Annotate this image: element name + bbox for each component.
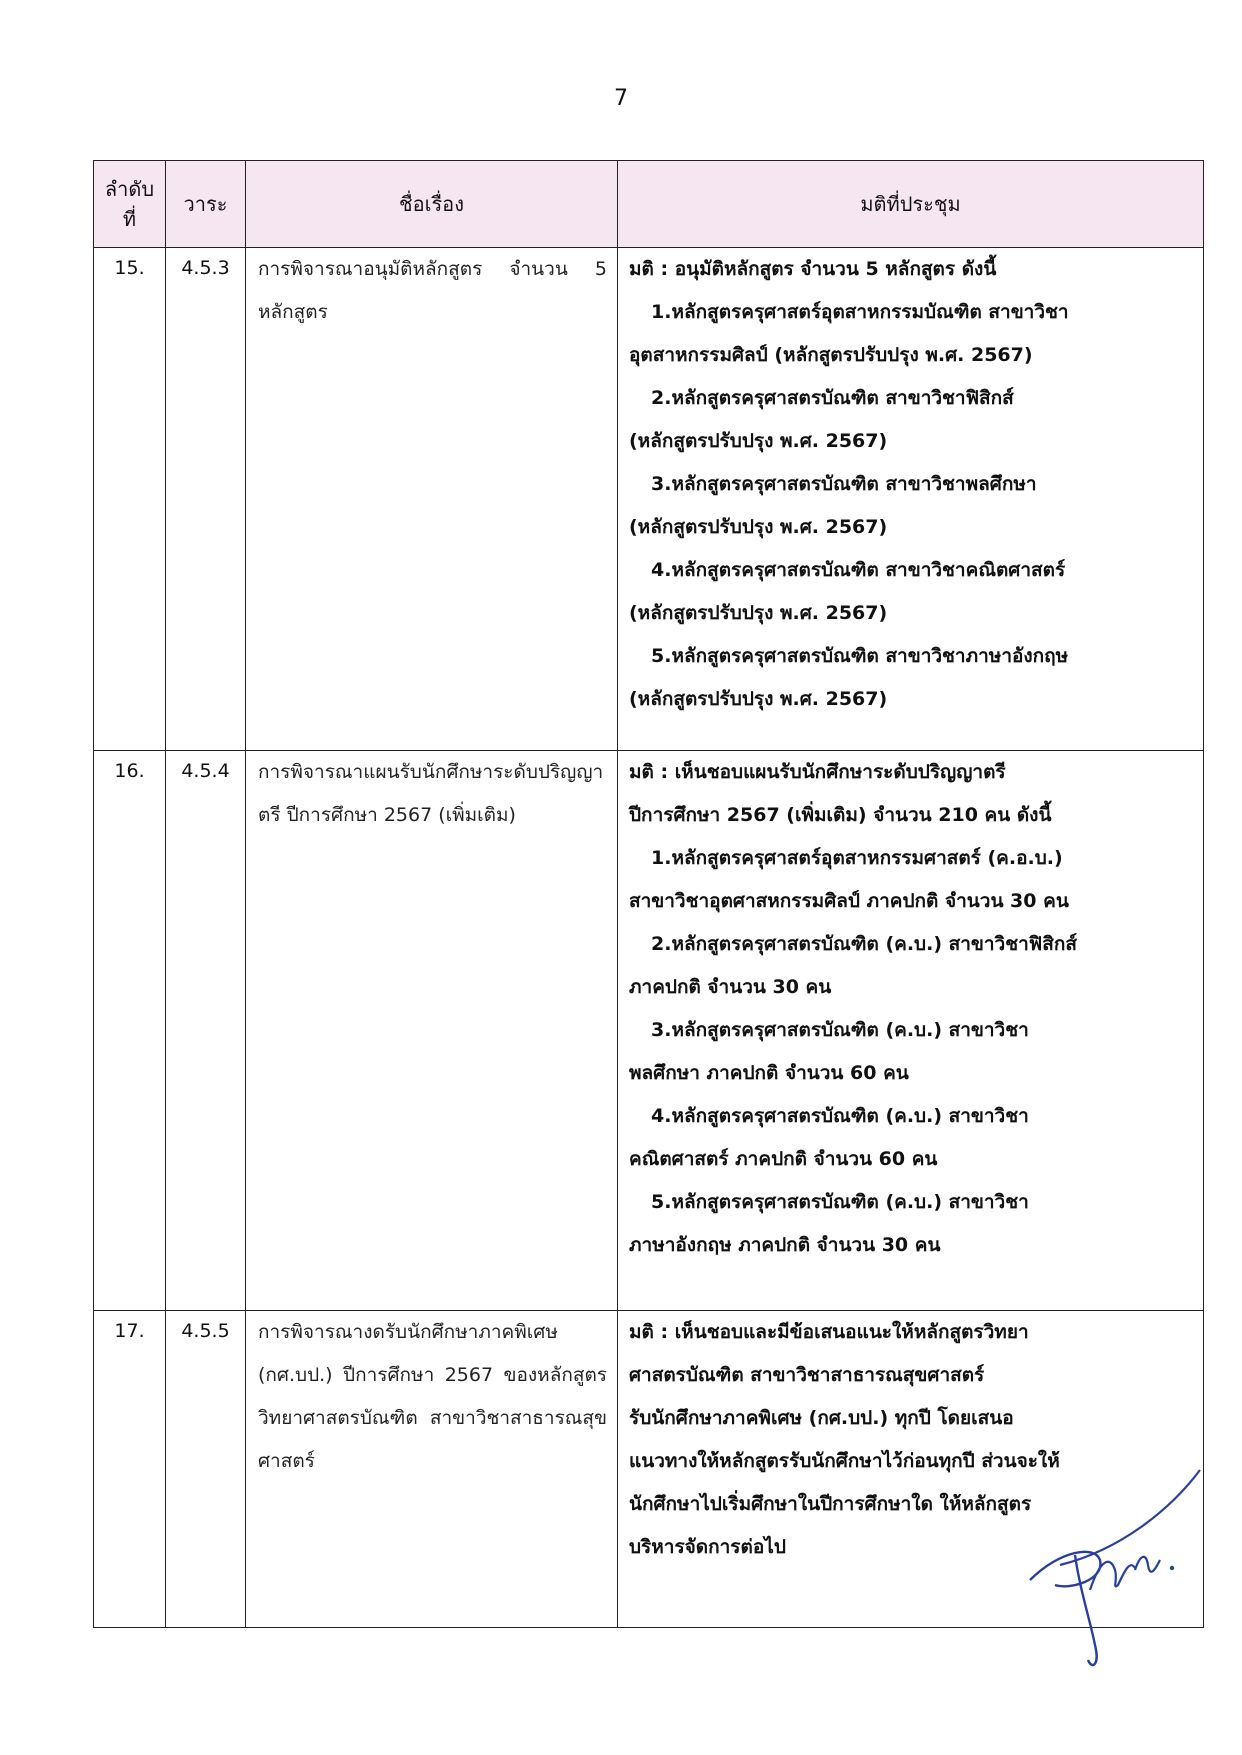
header-title: ชื่อเรื่อง	[246, 161, 618, 248]
table-row	[94, 248, 1204, 751]
row-title: การพิจารณาอนุมัติหลักสูตร จำนวน 5 หลักสูตร	[246, 248, 618, 751]
row-resolution: มติ : เห็นชอบแผนรับนักศึกษาระดับปริญญาตรี ปีการศึกษา 2567 (เพิ่มเติม) จำนวน 210 คน ดังนี้ 1.หลักสูตรครุศาสตร์อุตสาหกรรมศาสตร์ (ค.อ.บ.) สาขาวิชาอุตศาสหกรรมศิลป์ ภาคปกติ จำนวน 30 คน 2.หลักสูตรครุศาสตรบัณฑิต (ค.บ.) สาขาวิชาฟิสิกส์ ภาคปกติ จำนวน 30 คน 3.หลักสูตรครุศาสตรบัณฑิต (ค.บ.) สาขาวิชา พลศึกษา ภาคปกติ จำนวน 60 คน 4.หลักสูตรครุศาสตรบัณฑิต (ค.บ.) สาขาวิชา คณิตศาสตร์ ภาคปกติ จำนวน 60 คน 5.หลักสูตรครุศาสตรบัณฑิต (ค.บ.) สาขาวิชา ภาษาอังกฤษ ภาคปกติ จำนวน 30 คน	[618, 751, 1204, 1311]
header-resolution: มติที่ประชุม	[618, 161, 1204, 248]
page-number: 7	[614, 86, 628, 111]
table-row	[94, 751, 1204, 1311]
row-item: 4.5.5	[166, 1311, 246, 1628]
row-resolution: มติ : เห็นชอบและมีข้อเสนอแนะให้หลักสูตรวิทยา ศาสตรบัณฑิต สาขาวิชาสาธารณสุขศาสตร์ รับนักศึกษาภาคพิเศษ (กศ.บป.) ทุกปี โดยเสนอ แนวทางให้หลักสูตรรับนักศึกษาไว้ก่อนทุกปี ส่วนจะให้ นักศึกษาไปเริ่มศึกษาในปีการศึกษาใด ให้หลักสูตร บริหารจัดการต่อไป	[618, 1311, 1204, 1628]
row-resolution: มติ : อนุมัติหลักสูตร จำนวน 5 หลักสูตร ดังนี้ 1.หลักสูตรครุศาสตร์อุตสาหกรรมบัณฑิต สาขาวิชา อุตสาหกรรมศิลป์ (หลักสูตรปรับปรุง พ.ศ. 2567) 2.หลักสูตรครุศาสตรบัณฑิต สาขาวิชาฟิสิกส์ (หลักสูตรปรับปรุง พ.ศ. 2567) 3.หลักสูตรครุศาสตรบัณฑิต สาขาวิชาพลศึกษา (หลักสูตรปรับปรุง พ.ศ. 2567) 4.หลักสูตรครุศาสตรบัณฑิต สาขาวิชาคณิตศาสตร์ (หลักสูตรปรับปรุง พ.ศ. 2567) 5.หลักสูตรครุศาสตรบัณฑิต สาขาวิชาภาษาอังกฤษ (หลักสูตรปรับปรุง พ.ศ. 2567)	[618, 248, 1204, 751]
row-no: 17.	[94, 1311, 166, 1628]
row-title: การพิจารณาแผนรับนักศึกษาระดับปริญญาตรี ปีการศึกษา 2567 (เพิ่มเติม)	[246, 751, 618, 1311]
signature-image	[1000, 1440, 1220, 1680]
row-item: 4.5.3	[166, 248, 246, 751]
row-title: การพิจารณางดรับนักศึกษาภาคพิเศษ (กศ.บป.) ปีการศึกษา 2567 ของหลักสูตรวิทยาศาสตรบัณฑิต สาขาวิชาสาธารณสุขศาสตร์	[246, 1311, 618, 1628]
minutes-table	[93, 160, 1204, 1628]
header-no: ลำดับ ที่	[94, 161, 166, 248]
row-no: 15.	[94, 248, 166, 751]
row-item: 4.5.4	[166, 751, 246, 1311]
header-row	[94, 161, 1204, 248]
header-item: วาระ	[166, 161, 246, 248]
row-no: 16.	[94, 751, 166, 1311]
